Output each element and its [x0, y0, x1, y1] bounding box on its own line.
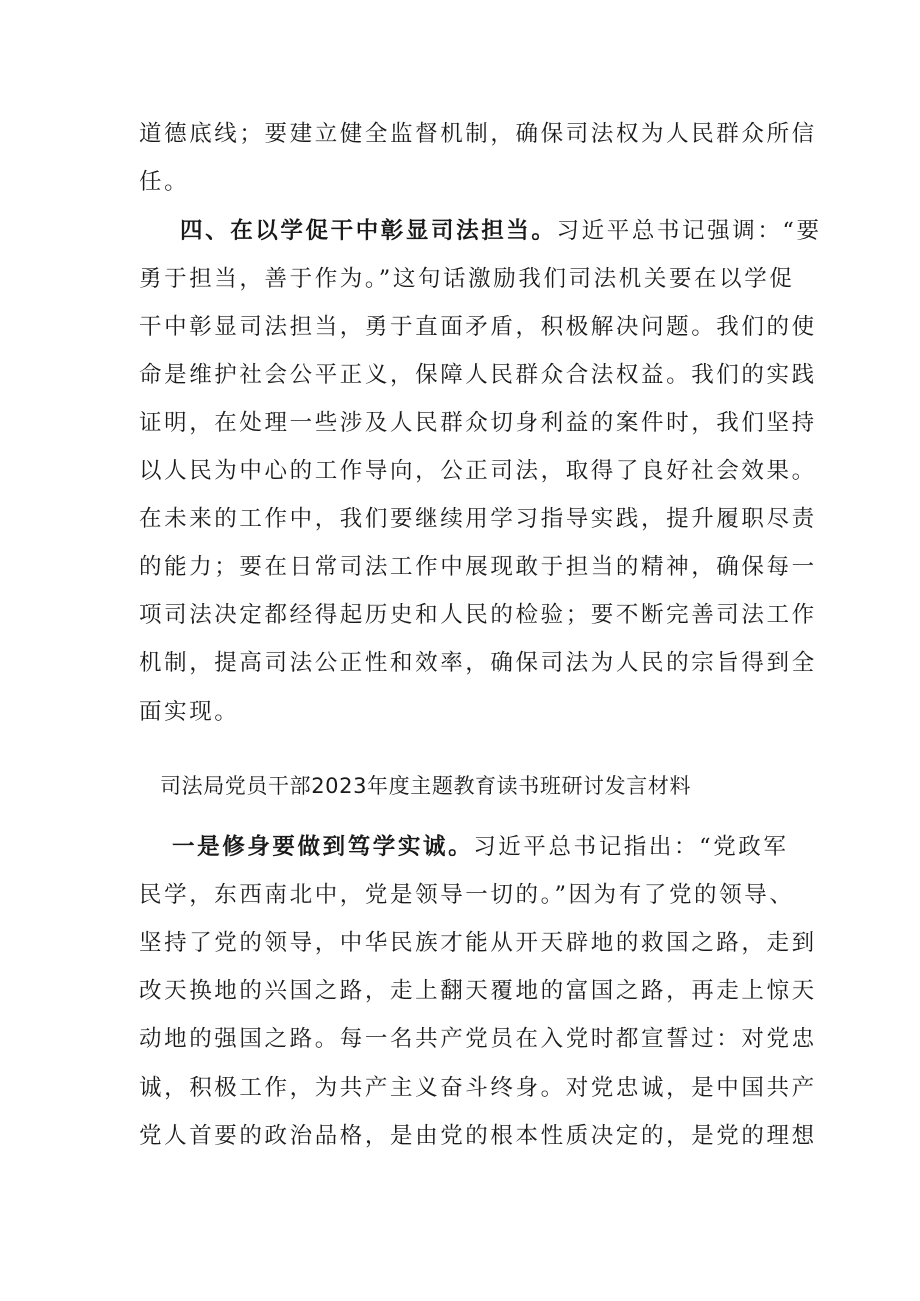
paragraph-line: 命是维护社会公平正义，保障人民群众合法权益。我们的实践 — [139, 362, 817, 388]
paragraph-line: 改天换地的兴国之路，走上翻天覆地的富国之路，再走上惊天 — [139, 978, 817, 1004]
paragraph-text: 习近平总书记指出：“党政军 — [473, 834, 789, 860]
paragraph-text: 习近平总书记强调：“要 — [556, 218, 822, 244]
paragraph-line: 党人首要的政治品格，是由党的根本性质决定的，是党的理想 — [139, 1123, 817, 1149]
paragraph-line: 证明，在处理一些涉及人民群众切身利益的案件时，我们坚持 — [139, 410, 817, 436]
paragraph-line: 勇于担当，善于作为。”这句话激励我们司法机关要在以学促 — [139, 266, 795, 292]
section-one-heading: 一是修身要做到笃学实诚。 — [172, 834, 474, 860]
paragraph-line: 诚，积极工作，为共产主义奋斗终身。对党忠诚，是中国共产 — [139, 1075, 817, 1101]
paragraph-line: 项司法决定都经得起历史和人民的检验；要不断完善司法工作 — [139, 602, 817, 628]
section-one-first-line — [172, 832, 789, 862]
paragraph-line: 的能力；要在日常司法工作中展现敢于担当的精神，确保每一 — [139, 554, 817, 580]
paragraph-line: 机制，提高司法公正性和效率，确保司法为人民的宗旨得到全 — [139, 650, 817, 676]
paragraph-line: 干中彰显司法担当，勇于直面矛盾，积极解决问题。我们的使 — [139, 314, 817, 340]
paragraph-line: 民学，东西南北中，党是领导一切的。”因为有了党的领导、 — [139, 882, 795, 908]
section-four-first-line — [180, 216, 822, 246]
paragraph-line: 道德底线；要建立健全监督机制，确保司法权为人民群众所信 — [139, 121, 817, 147]
document-title: 司法局党员干部2023年度主题教育读书班研讨发言材料 — [160, 774, 692, 798]
paragraph-line: 任。 — [139, 169, 190, 195]
paragraph-line: 坚持了党的领导，中华民族才能从开天辟地的救国之路，走到 — [139, 930, 817, 956]
paragraph-line: 以人民为中心的工作导向，公正司法，取得了良好社会效果。 — [139, 458, 817, 484]
paragraph-line: 动地的强国之路。每一名共产党员在入党时都宣誓过：对党忠 — [139, 1026, 817, 1052]
paragraph-line: 面实现。 — [139, 699, 240, 725]
section-four-heading: 四、在以学促干中彰显司法担当。 — [180, 218, 557, 244]
paragraph-line: 在未来的工作中，我们要继续用学习指导实践，提升履职尽责 — [139, 506, 817, 532]
